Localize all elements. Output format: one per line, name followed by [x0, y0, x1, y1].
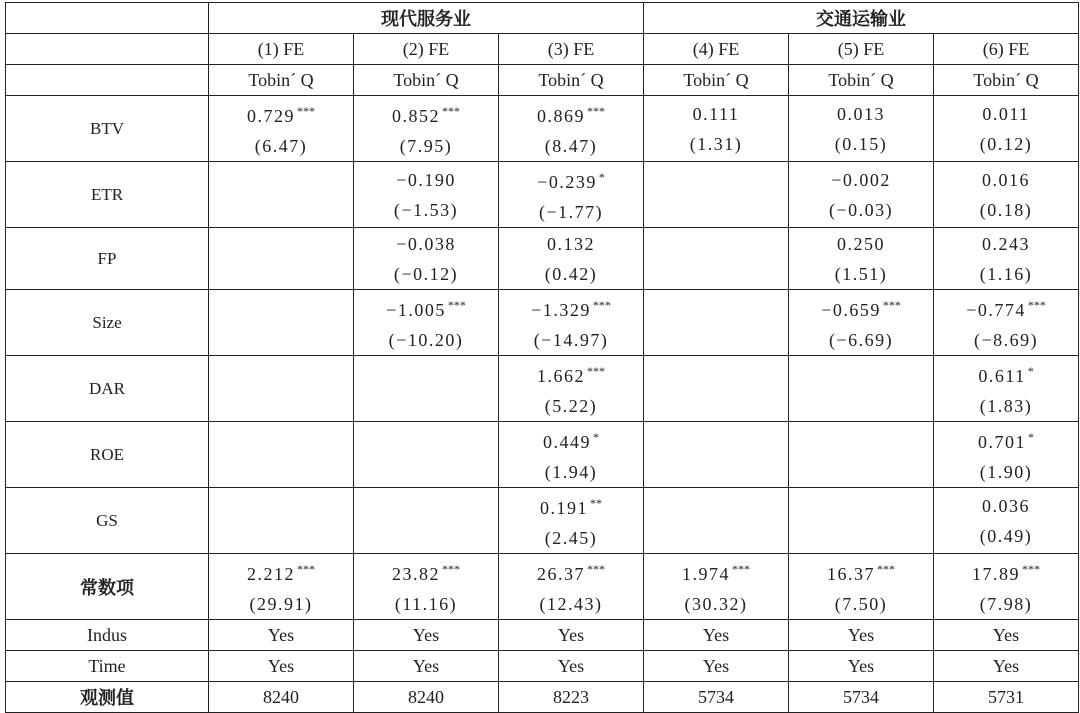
significance-stars: * [598, 170, 605, 184]
dependent-var-header: Tobin´ Q [209, 65, 354, 96]
coefficient-value: −1.329 [531, 300, 591, 320]
fixed-effect-value: Yes [354, 620, 499, 651]
coef-cell [934, 356, 1079, 422]
coef-line [934, 422, 1078, 457]
coef-cell [209, 162, 354, 228]
fixed-effect-value: Yes [354, 651, 499, 682]
coefficient-value: −0.774 [966, 300, 1026, 320]
t-statistic: (−10.20) [388, 330, 464, 350]
coef-line [499, 488, 643, 523]
coef-cell [209, 96, 354, 162]
coef-cell [354, 488, 499, 554]
coef-line [789, 165, 933, 195]
row-label: DAR [6, 356, 209, 422]
coef-cell [354, 290, 499, 356]
dependent-var-header: Tobin´ Q [934, 65, 1079, 96]
dependent-var-header: Tobin´ Q [354, 65, 499, 96]
coef-cell [354, 162, 499, 228]
significance-stars: *** [587, 364, 605, 378]
coef-cell [789, 488, 934, 554]
group-header-modern-services: 现代服务业 [209, 3, 644, 34]
t-statistic: (0.49) [979, 525, 1033, 546]
observation-count: 8240 [209, 682, 354, 713]
coef-cell [934, 162, 1079, 228]
significance-stars: *** [587, 104, 605, 118]
coef-line [789, 290, 933, 325]
coef-cell [789, 422, 934, 488]
row-label: BTV [6, 96, 209, 162]
significance-stars: *** [442, 104, 460, 118]
coef-line [934, 290, 1078, 325]
coef-cell [644, 356, 789, 422]
model-header: (5) FE [789, 34, 934, 65]
coefficient-value: 26.37 [537, 564, 585, 584]
variable-row [6, 162, 1079, 228]
coef-cell [499, 290, 644, 356]
coef-cell [499, 162, 644, 228]
fixed-effect-value: Yes [644, 651, 789, 682]
row-label: 常数项 [6, 554, 209, 620]
row-label: 观测值 [6, 682, 209, 713]
coef-cell [789, 554, 934, 620]
coef-cell [499, 554, 644, 620]
model-header: (2) FE [354, 34, 499, 65]
coefficient-value: 0.243 [982, 233, 1031, 254]
coef-cell [644, 554, 789, 620]
coef-cell [789, 290, 934, 356]
significance-stars: * [593, 430, 599, 444]
coef-line [644, 554, 788, 589]
coefficient-value: 0.013 [837, 103, 886, 124]
coefficient-value: 0.011 [982, 103, 1030, 124]
coefficient-value: −0.190 [396, 169, 456, 190]
significance-stars: *** [1027, 298, 1046, 312]
coefficient-value: 0.869 [537, 106, 585, 126]
observation-count: 8240 [354, 682, 499, 713]
regression-table [5, 2, 1079, 713]
group-header-transport: 交通运输业 [644, 3, 1079, 34]
coef-cell [499, 422, 644, 488]
t-statistic: (0.15) [834, 133, 888, 154]
coefficient-value: 0.016 [982, 169, 1031, 190]
coef-cell [354, 422, 499, 488]
coefficient-value: −0.659 [821, 300, 881, 320]
fixed-effect-value: Yes [789, 620, 934, 651]
fixed-effect-value: Yes [789, 651, 934, 682]
t-statistic: (−6.69) [828, 330, 894, 350]
coef-cell [209, 488, 354, 554]
coef-cell [354, 554, 499, 620]
coefficient-value: 23.82 [392, 564, 440, 584]
coef-line [499, 290, 643, 325]
coefficient-value: 0.111 [692, 103, 740, 124]
fixed-effect-value: Yes [209, 651, 354, 682]
coef-line [789, 554, 933, 589]
coef-cell [499, 96, 644, 162]
fixed-effect-value: Yes [934, 651, 1079, 682]
coef-cell [354, 356, 499, 422]
row-label: ETR [6, 162, 209, 228]
t-statistic: (−14.97) [533, 330, 609, 350]
coefficient-value: −0.002 [831, 169, 891, 190]
t-statistic: (−1.77) [538, 202, 604, 222]
coefficient-value: 17.89 [972, 564, 1021, 584]
coef-cell [644, 290, 789, 356]
observations-row [6, 682, 1079, 713]
variable-row [6, 554, 1079, 620]
coef-cell [644, 96, 789, 162]
t-statistic: (−8.69) [973, 330, 1039, 350]
variable-row [6, 228, 1079, 290]
observation-count: 8223 [499, 682, 644, 713]
variable-row [6, 422, 1079, 488]
coef-cell [209, 228, 354, 290]
significance-stars: *** [587, 562, 605, 576]
corner-cell [6, 65, 209, 96]
dependent-var-header: Tobin´ Q [644, 65, 789, 96]
t-statistic: (1.51) [834, 263, 888, 284]
coefficient-value: 0.449 [543, 432, 591, 452]
corner-cell [6, 34, 209, 65]
dependent-var-row [6, 65, 1079, 96]
coef-cell [209, 422, 354, 488]
coef-cell [934, 228, 1079, 290]
coef-cell [934, 554, 1079, 620]
row-label: GS [6, 488, 209, 554]
coefficient-value: 0.701 [978, 432, 1027, 452]
row-label: Indus [6, 620, 209, 651]
fixed-effect-value: Yes [209, 620, 354, 651]
model-header-row [6, 34, 1079, 65]
coef-line [354, 290, 498, 325]
coef-cell [934, 422, 1079, 488]
coef-line [209, 554, 353, 589]
coefficient-value: 2.212 [247, 564, 295, 584]
coef-line [499, 229, 643, 259]
dependent-var-header: Tobin´ Q [789, 65, 934, 96]
coefficient-value: 0.036 [982, 495, 1031, 516]
coefficient-value: 0.852 [392, 106, 440, 126]
t-statistic: (30.32) [684, 594, 748, 614]
coef-line [644, 99, 788, 129]
coef-cell [934, 290, 1079, 356]
coef-cell [209, 356, 354, 422]
t-statistic: (12.43) [539, 594, 603, 614]
coef-line [499, 96, 643, 131]
coef-cell [354, 96, 499, 162]
t-statistic: (0.12) [979, 133, 1033, 154]
coef-cell [789, 356, 934, 422]
significance-stars: *** [447, 298, 466, 312]
coef-cell [499, 228, 644, 290]
coef-cell [644, 162, 789, 228]
variable-row [6, 96, 1079, 162]
t-statistic: (11.16) [394, 594, 458, 614]
fixed-effect-row [6, 620, 1079, 651]
t-statistic: (6.47) [254, 136, 308, 156]
group-header-row [6, 3, 1079, 34]
coef-cell [209, 554, 354, 620]
t-statistic: (1.16) [979, 263, 1033, 284]
significance-stars: *** [442, 562, 460, 576]
variable-row [6, 356, 1079, 422]
coefficient-value: 0.611 [978, 366, 1026, 386]
fixed-effect-value: Yes [934, 620, 1079, 651]
coef-line [354, 229, 498, 259]
t-statistic: (1.31) [689, 133, 743, 154]
t-statistic: (1.83) [979, 396, 1033, 416]
row-label: ROE [6, 422, 209, 488]
fixed-effect-value: Yes [499, 651, 644, 682]
coef-line [934, 554, 1078, 589]
coef-line [934, 165, 1078, 195]
significance-stars: *** [882, 298, 901, 312]
coef-cell [499, 488, 644, 554]
significance-stars: *** [297, 562, 315, 576]
corner-cell [6, 3, 209, 34]
significance-stars: * [1028, 430, 1035, 444]
row-label: FP [6, 228, 209, 290]
coefficient-value: −1.005 [386, 300, 446, 320]
model-header: (6) FE [934, 34, 1079, 65]
observation-count: 5734 [644, 682, 789, 713]
significance-stars: *** [1022, 562, 1041, 576]
coefficient-value: 0.191 [540, 498, 588, 518]
fixed-effect-value: Yes [644, 620, 789, 651]
observation-count: 5734 [789, 682, 934, 713]
observation-count: 5731 [934, 682, 1079, 713]
t-statistic: (7.95) [399, 136, 453, 156]
t-statistic: (−0.12) [393, 263, 459, 284]
coef-line [934, 356, 1078, 391]
variable-row [6, 290, 1079, 356]
coef-cell [789, 162, 934, 228]
coef-cell [934, 96, 1079, 162]
coef-line [499, 554, 643, 589]
significance-stars: *** [297, 104, 315, 118]
t-statistic: (1.90) [979, 462, 1033, 482]
coefficient-value: 16.37 [827, 564, 876, 584]
coef-cell [354, 228, 499, 290]
significance-stars: * [1027, 364, 1034, 378]
row-label: Size [6, 290, 209, 356]
model-header: (4) FE [644, 34, 789, 65]
model-header: (3) FE [499, 34, 644, 65]
coefficient-value: 0.729 [247, 106, 295, 126]
significance-stars: *** [732, 562, 751, 576]
t-statistic: (29.91) [249, 594, 313, 614]
model-header: (1) FE [209, 34, 354, 65]
coef-line [499, 356, 643, 391]
coef-line [499, 422, 643, 457]
dependent-var-header: Tobin´ Q [499, 65, 644, 96]
coef-line [354, 96, 498, 131]
t-statistic: (7.50) [834, 594, 888, 614]
coef-line [934, 99, 1078, 129]
coef-line [354, 554, 498, 589]
coef-cell [934, 488, 1079, 554]
coef-cell [644, 228, 789, 290]
coef-line [354, 165, 498, 195]
t-statistic: (2.45) [544, 528, 598, 548]
coefficient-value: 0.250 [837, 233, 886, 254]
coef-line [934, 229, 1078, 259]
coef-cell [209, 290, 354, 356]
t-statistic: (−0.03) [828, 199, 894, 220]
coefficient-value: −0.038 [396, 233, 456, 254]
coefficient-value: 0.132 [547, 233, 595, 254]
coef-line [789, 229, 933, 259]
coef-line [209, 96, 353, 131]
coefficient-value: −0.239 [537, 172, 597, 192]
coef-line [789, 99, 933, 129]
significance-stars: *** [877, 562, 896, 576]
coef-line [934, 491, 1078, 521]
coef-cell [789, 96, 934, 162]
coef-cell [789, 228, 934, 290]
significance-stars: ** [590, 496, 602, 510]
coefficient-value: 1.974 [682, 564, 731, 584]
coef-cell [644, 422, 789, 488]
t-statistic: (5.22) [544, 396, 598, 416]
t-statistic: (0.18) [979, 199, 1033, 220]
t-statistic: (0.42) [544, 263, 598, 284]
t-statistic: (−1.53) [393, 199, 459, 220]
coefficient-value: 1.662 [537, 366, 585, 386]
coef-line [499, 162, 643, 197]
significance-stars: *** [592, 298, 611, 312]
row-label: Time [6, 651, 209, 682]
t-statistic: (7.98) [979, 594, 1033, 614]
coef-cell [499, 356, 644, 422]
variable-row [6, 488, 1079, 554]
t-statistic: (1.94) [544, 462, 598, 482]
fixed-effect-row [6, 651, 1079, 682]
t-statistic: (8.47) [544, 136, 598, 156]
fixed-effect-value: Yes [499, 620, 644, 651]
coef-cell [644, 488, 789, 554]
